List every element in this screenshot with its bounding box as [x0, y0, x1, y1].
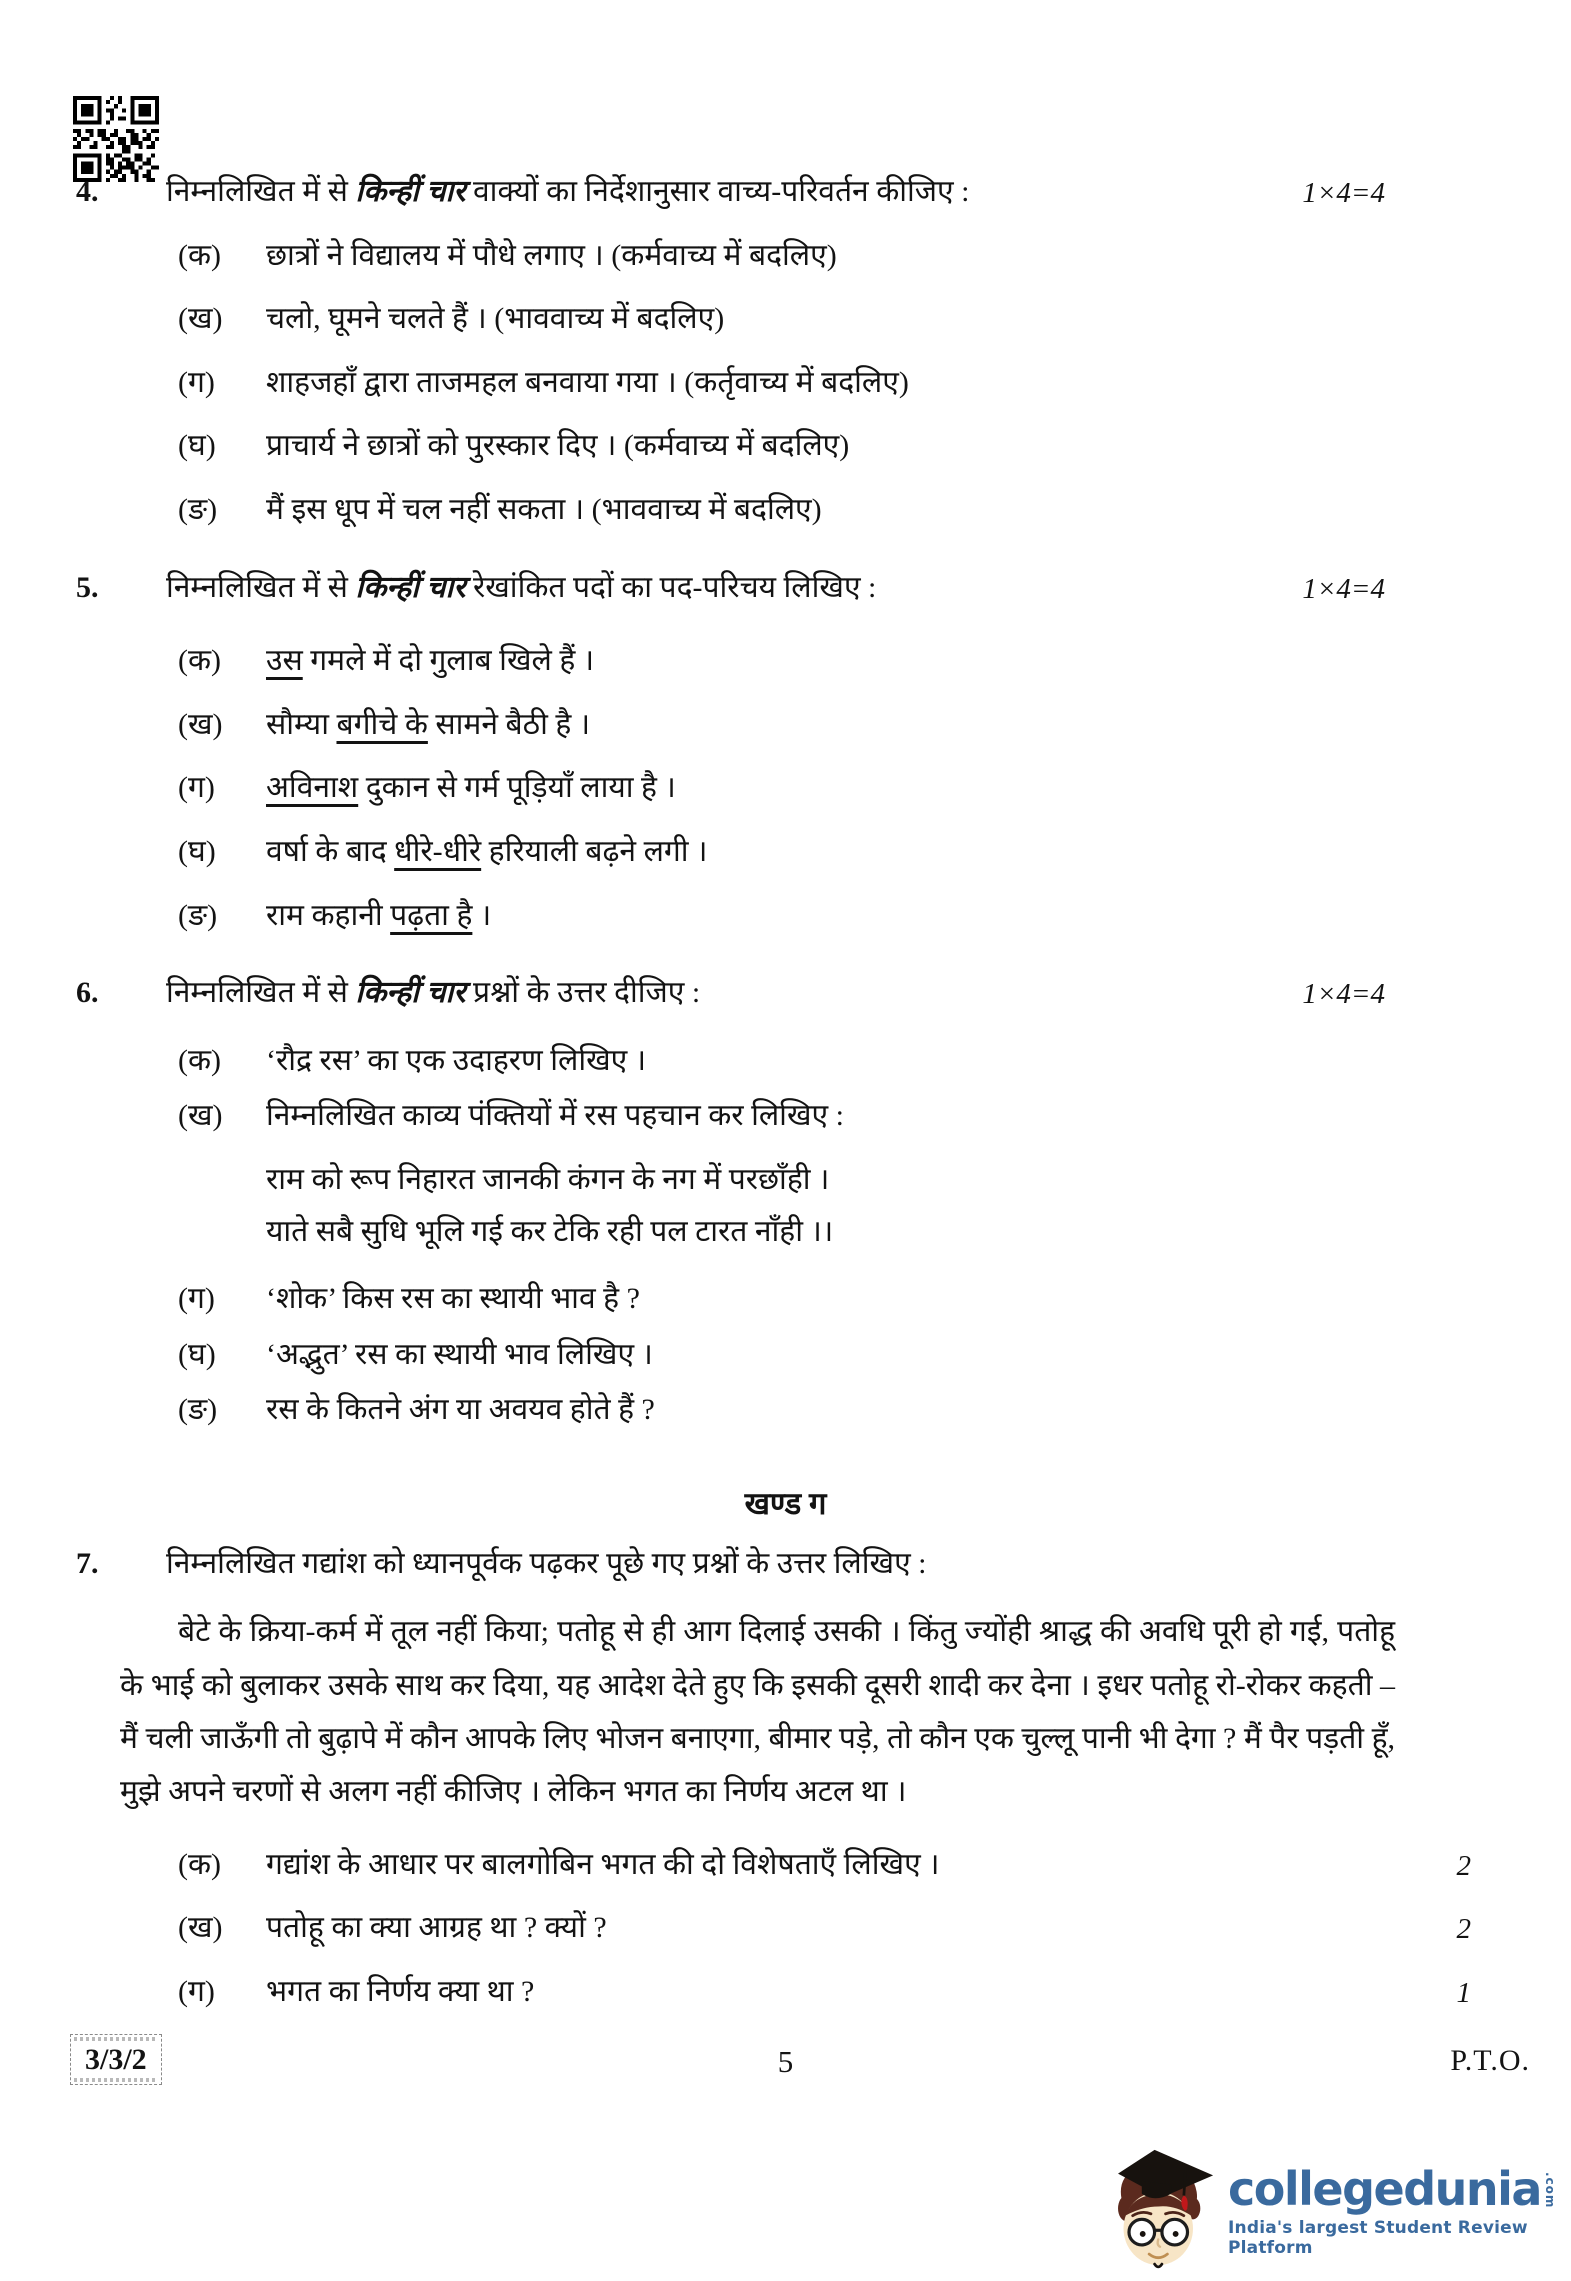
question-6-marks: 1×4=4	[1302, 978, 1385, 1011]
text-post: सामने बैठी है ।	[427, 707, 591, 741]
option-label: (ख)	[178, 707, 223, 741]
intro-emphasis: किन्हीं चार	[355, 570, 466, 604]
option-label: (ङ)	[178, 492, 218, 526]
option-label: (ग)	[178, 1975, 215, 2009]
sub-question-marks: 1	[1456, 1977, 1471, 2010]
option-label: (क)	[178, 1043, 222, 1077]
option-text: शाहजहाँ द्वारा ताजमहल बनवाया गया । (कर्तृवाच्य में बदलिए)	[266, 365, 909, 399]
intro-emphasis: किन्हीं चार	[355, 976, 466, 1010]
option-label: (घ)	[178, 429, 216, 463]
question-7-sub-a	[0, 1845, 1571, 1885]
question-6-option-e	[0, 1390, 1571, 1430]
text-pre: राम कहानी	[266, 898, 391, 932]
question-7-header	[0, 1544, 1571, 1584]
underlined-word: पढ़ता है	[390, 898, 473, 932]
question-4-marks: 1×4=4	[1302, 177, 1385, 209]
option-text	[266, 705, 1571, 745]
question-4-option-b	[0, 299, 1571, 339]
question-5-marks: 1×4=4	[1302, 572, 1385, 605]
text-post: हरियाली बढ़ने लगी ।	[481, 834, 708, 868]
question-5-option-e	[0, 896, 1571, 936]
question-5-option-c	[0, 768, 1571, 808]
option-label: (क)	[178, 238, 222, 272]
question-4-option-e	[0, 490, 1571, 530]
option-text: छात्रों ने विद्यालय में पौधे लगाए । (कर्मवाच्य में बदलिए)	[266, 238, 837, 272]
text-post: गमले में दो गुलाब खिले हैं ।	[302, 644, 595, 678]
page-number: 5	[777, 2044, 794, 2079]
option-label: (ङ)	[178, 898, 218, 932]
option-text: रस के कितने अंग या अवयव होते हैं ?	[266, 1393, 655, 1427]
option-text: निम्नलिखित काव्य पंक्तियों में रस पहचान कर लिखिए :	[266, 1099, 844, 1133]
intro-post: रेखांकित पदों का पद-परिचय लिखिए :	[465, 570, 877, 604]
option-text: ‘रौद्र रस’ का एक उदाहरण लिखिए ।	[266, 1043, 647, 1077]
option-label: (ख)	[178, 1911, 223, 1945]
option-text: ‘शोक’ किस रस का स्थायी भाव है ?	[266, 1281, 640, 1315]
question-4-option-a	[0, 236, 1571, 276]
question-5-option-a	[0, 641, 1571, 681]
question-6-option-a	[0, 1041, 1571, 1081]
text-post: ।	[472, 898, 492, 932]
question-5-header	[0, 568, 1571, 608]
question-6-option-d	[0, 1335, 1571, 1375]
sub-question-marks: 2	[1456, 1913, 1471, 1946]
question-6-option-c	[0, 1279, 1571, 1319]
underlined-word: अविनाश	[266, 771, 359, 805]
option-text	[266, 768, 1571, 808]
option-label: (ङ)	[178, 1393, 218, 1427]
sub-question-marks: 2	[1456, 1849, 1471, 1882]
option-label: (घ)	[178, 834, 216, 868]
text-pre: वर्षा के बाद	[266, 834, 395, 868]
pto-label: P.T.O.	[1450, 2044, 1530, 2077]
question-6-header	[0, 973, 1571, 1013]
paper-code: 3/3/2	[85, 2043, 147, 2076]
poetry-line-1: राम को रूप निहारत जानकी कंगन के नग में परछाँही ।	[266, 1162, 830, 1196]
question-7-intro: निम्नलिखित गद्यांश को ध्यानपूर्वक पढ़कर पूछे गए प्रश्नों के उत्तर लिखिए :	[166, 1546, 927, 1580]
option-text: ‘अद्भुत’ रस का स्थायी भाव लिखिए ।	[266, 1337, 653, 1371]
question-4-number: 4.	[76, 175, 99, 208]
underlined-word: बगीचे के	[336, 707, 428, 741]
option-text	[266, 832, 1571, 872]
intro-post: वाक्यों का निर्देशानुसार वाच्य-परिवर्तन कीजिए :	[465, 175, 970, 208]
option-text: प्राचार्य ने छात्रों को पुरस्कार दिए । (कर्मवाच्य में बदलिए)	[266, 429, 850, 463]
option-label: (ख)	[178, 302, 223, 336]
option-text: भगत का निर्णय क्या था ?	[266, 1975, 535, 2009]
question-7-sub-c	[0, 1972, 1571, 2012]
text-post: दुकान से गर्म पूड़ियाँ लाया है ।	[358, 771, 676, 805]
option-text: चलो, घूमने चलते हैं । (भाववाच्य में बदलिए)	[266, 302, 725, 336]
option-text	[266, 896, 1571, 936]
brand-tagline: India's largest Student Review Platform	[1228, 2218, 1528, 2258]
question-5-option-b	[0, 705, 1571, 745]
option-text: पतोहू का क्या आग्रह था ? क्यों ?	[266, 1911, 607, 1945]
question-4-header	[0, 172, 1571, 212]
option-label: (ख)	[178, 1099, 223, 1133]
brand-text-block	[1228, 2162, 1565, 2258]
question-7-number: 7.	[76, 1546, 99, 1580]
collegedunia-mascot-icon	[1100, 2148, 1222, 2276]
question-6-option-b	[0, 1096, 1571, 1136]
option-label: (ग)	[178, 365, 215, 399]
brand-name: collegedunia	[1228, 2162, 1541, 2216]
text-pre: सौम्या	[266, 707, 337, 741]
intro-pre: निम्नलिखित में से	[166, 175, 356, 208]
question-6-number: 6.	[76, 976, 99, 1010]
poetry-couplet	[0, 1154, 1571, 1259]
intro-post: प्रश्नों के उत्तर दीजिए :	[465, 976, 701, 1010]
option-label: (क)	[178, 644, 222, 678]
question-5-option-d	[0, 832, 1571, 872]
brand-tld: .com	[1542, 2172, 1557, 2209]
intro-emphasis: किन्हीं चार	[355, 175, 466, 208]
option-text: गद्यांश के आधार पर बालगोबिन भगत की दो विशेषताएँ लिखिए ।	[266, 1847, 940, 1881]
question-4-option-c	[0, 363, 1571, 403]
option-label: (घ)	[178, 1337, 216, 1371]
intro-pre: निम्नलिखित में से	[166, 570, 356, 604]
underlined-word: उस	[266, 644, 303, 678]
question-7-passage: बेटे के क्रिया-कर्म में तूल नहीं किया; पतोहू से ही आग दिलाई उसकी । किंतु ज्योंही श्राद्ध की अवधि पूरी हो गई, पतोहू के भाई को बुलाकर उसके साथ कर दिया, यह आदेश देते हुए कि इसकी दूसरी शादी कर देना । इधर पतोहू रो-रोकर कहती – मैं चली जाऊँगी तो बुढ़ापे में कौन आपके लिए भोजन बनाएगा, बीमार पड़े, तो कौन एक चुल्लू पानी भी देगा ? मैं पैर पड़ती हूँ, मुझे अपने चरणों से अलग नहीं कीजिए । लेकिन भगत का निर्णय अटल था ।	[120, 1615, 1395, 1809]
poetry-line-2: याते सबै सुधि भूलि गई कर टेकि रही पल टारत नाँही ।।	[266, 1215, 834, 1249]
option-label: (क)	[178, 1847, 222, 1881]
option-text: मैं इस धूप में चल नहीं सकता । (भाववाच्य में बदलिए)	[266, 492, 822, 526]
section-title: खण्ड ग	[744, 1485, 827, 1521]
option-label: (ग)	[178, 771, 215, 805]
option-label: (ग)	[178, 1281, 215, 1315]
collegedunia-logo	[1100, 2148, 1565, 2276]
question-5-number: 5.	[76, 570, 99, 604]
underlined-word: धीरे-धीरे	[394, 834, 482, 868]
option-text	[266, 641, 1571, 681]
intro-pre: निम्नलिखित में से	[166, 976, 356, 1010]
question-4-option-d	[0, 426, 1571, 466]
question-7-sub-b	[0, 1908, 1571, 1948]
